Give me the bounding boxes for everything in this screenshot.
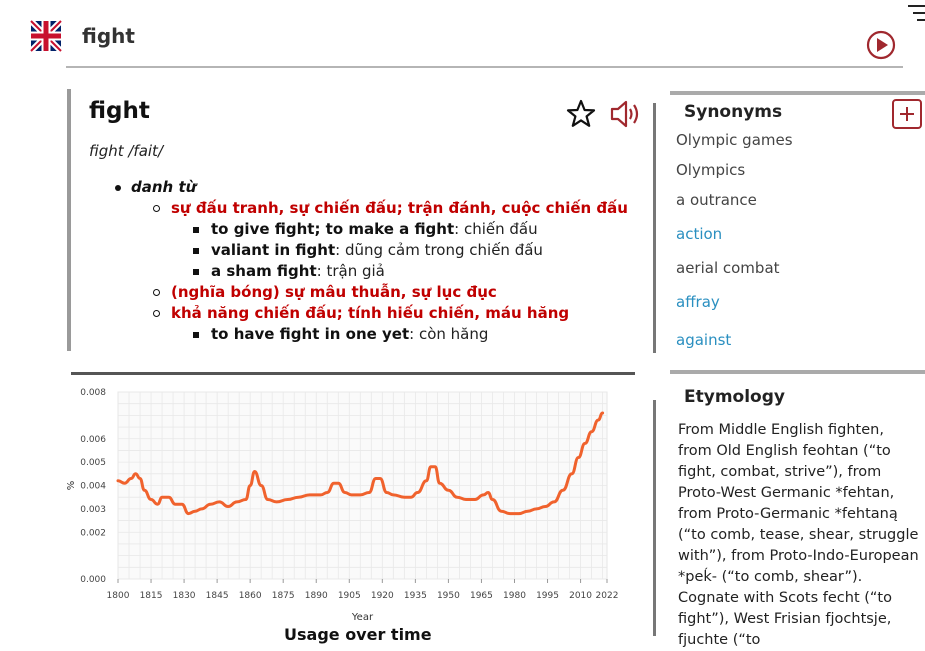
synonym-link[interactable]: affray (676, 293, 720, 311)
y-tick-label: 0.003 (80, 504, 106, 515)
definition-panel (67, 89, 640, 351)
x-tick-label: 1995 (536, 591, 559, 601)
x-tick-label: 1830 (172, 591, 196, 601)
synonym-item[interactable]: a outrance (676, 191, 757, 209)
synonyms-panel (670, 91, 925, 353)
x-tick-label: 1860 (238, 591, 262, 601)
synonym-link[interactable]: against (676, 331, 732, 349)
example-item (89, 261, 644, 282)
synonym-item[interactable]: Olympic games (676, 131, 793, 149)
x-tick-label: 1800 (106, 591, 130, 601)
x-tick-label: 1935 (403, 591, 427, 601)
x-tick-label: 1905 (337, 591, 361, 601)
panel-divider (653, 103, 656, 353)
headword: fight (89, 98, 150, 124)
example-term: to have fight in one yet (211, 325, 410, 343)
play-icon[interactable] (866, 30, 896, 60)
y-tick-label: 0.004 (80, 481, 106, 492)
example-meaning: : còn hăng (409, 325, 489, 343)
example-meaning: : trận giả (316, 262, 385, 280)
y-tick-label: 0.000 (80, 575, 106, 585)
sense-list (89, 177, 644, 345)
sense-item: khả năng chiến đấu; tính hiếu chiến, máu hăng (89, 303, 644, 324)
star-icon[interactable] (566, 99, 596, 129)
y-tick-label: 0.006 (80, 434, 106, 445)
synonym-item[interactable]: aerial combat (676, 259, 780, 277)
example-meaning: : chiến đấu (454, 220, 538, 238)
etymology-title: Etymology (684, 387, 785, 407)
y-tick-label: 0.008 (80, 388, 106, 398)
chart-top-rule (71, 372, 635, 375)
x-tick-label: 1890 (304, 591, 328, 601)
add-synonym-button[interactable] (892, 99, 922, 129)
speaker-icon[interactable] (609, 99, 643, 129)
x-tick-label: 2010 (569, 591, 593, 601)
sense-item: (nghĩa bóng) sự mâu thuẫn, sự lục đục (89, 282, 644, 303)
example-term: to give fight; to make a fight (211, 220, 455, 238)
pronunciation: fight /fait/ (89, 142, 163, 160)
synonym-link[interactable]: action (676, 225, 723, 243)
x-tick-label: 1980 (503, 591, 526, 601)
usage-chart (58, 376, 638, 636)
etymology-text: From Middle English fighten, from Old English feohtan (“to fight, combat, strive”), from Proto-West Germanic *fehtan, from Proto-Germanic *fehtaną (“to comb, tease, shear, struggle with”), from Proto-Indo-European *peḱ- (“to comb, shear”). Cognate with Scots fecht (“to fight”), West Frisian fjochtsje, fjuchte (“to (678, 422, 919, 648)
y-tick-label: 0.002 (80, 528, 106, 539)
x-tick-label: 1875 (271, 591, 295, 601)
search-underline (66, 66, 903, 68)
x-axis-label: Year (351, 612, 374, 623)
synonyms-title: Synonyms (684, 102, 783, 122)
example-item (89, 219, 644, 240)
example-item (89, 324, 644, 345)
x-tick-label: 1815 (139, 591, 163, 601)
etymology-panel (670, 370, 925, 648)
y-axis-label: % (66, 480, 77, 491)
x-tick-label: 1920 (370, 591, 394, 601)
x-tick-label: 1965 (469, 591, 493, 601)
x-tick-label: 2022 (595, 591, 619, 601)
example-item (89, 240, 644, 261)
y-tick-label: 0.005 (80, 458, 106, 469)
menu-icon[interactable] (908, 2, 925, 22)
panel-divider (653, 400, 656, 636)
example-meaning: : dũng cảm trong chiến đấu (335, 241, 543, 259)
search-input[interactable]: fight (82, 24, 135, 48)
sense-item: sự đấu tranh, sự chiến đấu; trận đánh, cuộc chiến đấu (89, 198, 644, 219)
example-term: a sham fight (211, 262, 317, 280)
uk-flag-icon[interactable] (31, 21, 61, 51)
example-term: valiant in fight (211, 241, 336, 259)
part-of-speech: danh từ (89, 177, 644, 198)
x-tick-label: 1845 (205, 591, 229, 601)
x-tick-label: 1950 (436, 591, 460, 601)
chart-title: Usage over time (284, 625, 432, 644)
synonym-item[interactable]: Olympics (676, 161, 746, 179)
